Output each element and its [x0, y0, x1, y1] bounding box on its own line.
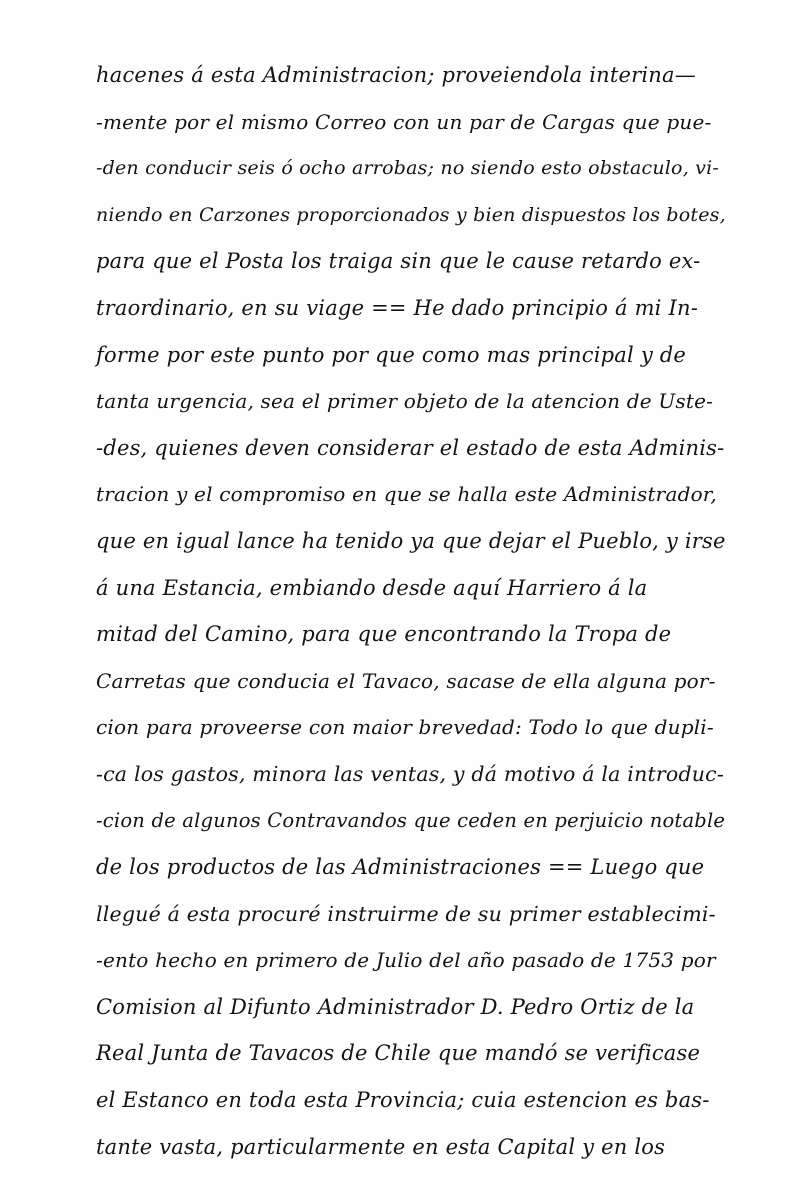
- text-line: -ento hecho en primero de Julio del año pasado de 1753 por: [96, 948, 716, 973]
- text-line: Real Junta de Tavacos de Chile que mandó se verificase: [96, 1041, 701, 1066]
- text-line: -ca los gastos, minora las ventas, y dá motivo á la introduc-: [96, 761, 724, 786]
- text-line: tanta urgencia, sea el primer objeto de la atencion de Uste-: [96, 389, 714, 414]
- text-line: -des, quienes deven considerar el estado de esta Adminis-: [96, 435, 725, 460]
- text-line: -cion de algunos Contravandos que ceden en perjuicio notable: [96, 808, 726, 832]
- text-line: de los productos de las Administraciones == Luego que: [96, 855, 705, 880]
- text-line: llegué á esta procuré instruirme de su primer establecimi-: [96, 901, 716, 926]
- text-line: -mente por el mismo Correo con un par de Cargas que pue-: [96, 109, 712, 134]
- text-line: -den conducir seis ó ocho arrobas; no siendo esto obstaculo, vi-: [96, 157, 719, 180]
- text-line: tracion y el compromiso en que se halla este Administrador,: [96, 482, 717, 507]
- text-line: niendo en Carzones proporcionados y bien dispuestos los botes,: [96, 203, 726, 226]
- text-line: forme por este punto por que como mas principal y de: [96, 342, 687, 367]
- handwritten-text-block: [96, 52, 726, 1170]
- text-line: Carretas que conducia el Tavaco, sacase de ella alguna por-: [96, 668, 716, 693]
- text-line: para que el Posta los traiga sin que le cause retardo ex-: [96, 249, 701, 274]
- text-line: el Estanco en toda esta Provincia; cuia estencion es bas-: [96, 1088, 710, 1113]
- text-line: que en igual lance ha tenido ya que dejar el Pueblo, y irse: [96, 528, 726, 553]
- text-line: cion para proveerse con maior brevedad: Todo lo que dupli-: [96, 715, 714, 740]
- text-line: á una Estancia, embiando desde aquí Harriero á la: [96, 575, 648, 600]
- text-line: mitad del Camino, para que encontrando la Tropa de: [96, 622, 672, 647]
- text-line: traordinario, en su viage == He dado principio á mi In-: [96, 295, 698, 320]
- text-line: hacenes á esta Administracion; proveiendola interina—: [96, 63, 696, 87]
- text-line: Comision al Difunto Administrador D. Pedro Ortiz de la: [96, 994, 695, 1019]
- text-line: tante vasta, particularmente en esta Capital y en los: [96, 1134, 666, 1159]
